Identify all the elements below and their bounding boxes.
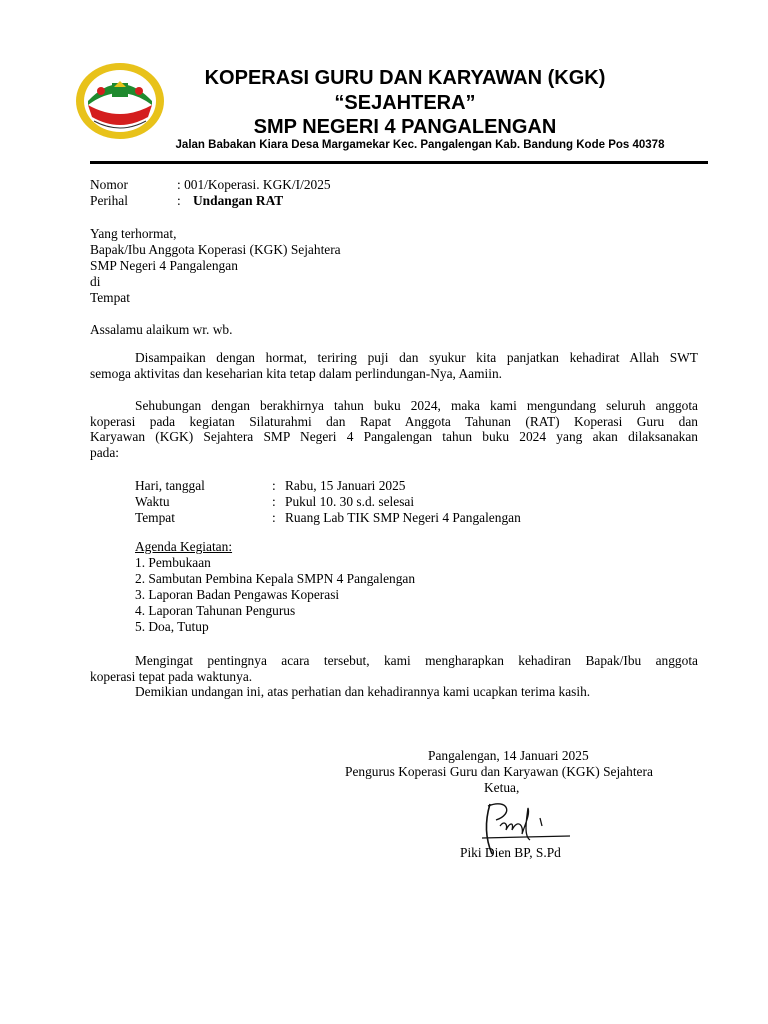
header-divider bbox=[90, 161, 708, 164]
perihal-colon: : bbox=[177, 193, 181, 208]
perihal-label: Perihal bbox=[90, 193, 128, 208]
schedule-label: Waktu bbox=[135, 494, 170, 509]
recipient-line: SMP Negeri 4 Pangalengan bbox=[90, 258, 238, 273]
perihal-value: Undangan RAT bbox=[193, 193, 284, 208]
paragraph-line: Mengingat pentingnya acara tersebut, kami mengharapkan kehadiran Bapak/Ibu anggota bbox=[135, 653, 698, 668]
recipient-line: Bapak/Ibu Anggota Koperasi (KGK) Sejahtera bbox=[90, 242, 341, 257]
header-address: Jalan Babakan Kiara Desa Margamekar Kec. Pangalengan Kab. Bandung Kode Pos 40378 bbox=[175, 139, 665, 151]
nomor-label: Nomor bbox=[90, 177, 128, 192]
schedule-colon: : bbox=[272, 510, 276, 525]
paragraph-line: semoga aktivitas dan keseharian kita tetap dalam perlindungan-Nya, Aamiin. bbox=[90, 365, 503, 381]
signature-role: Ketua, bbox=[484, 780, 520, 795]
agenda-title: Agenda Kegiatan: bbox=[135, 539, 233, 554]
agenda-item: 5. Doa, Tutup bbox=[135, 619, 209, 634]
signature-place-date: Pangalengan, 14 Januari 2025 bbox=[428, 748, 589, 763]
agenda-item: 2. Sambutan Pembina Kepala SMPN 4 Pangalengan bbox=[135, 571, 416, 586]
paragraph-invitation bbox=[90, 398, 698, 460]
header-title: KOPERASI GURU DAN KARYAWAN (KGK) bbox=[204, 67, 606, 89]
header-subtitle: “SEJAHTERA” bbox=[334, 92, 476, 114]
paragraph-attendance bbox=[90, 653, 698, 684]
paragraph-line: koperasi tepat pada waktunya. bbox=[90, 668, 253, 684]
greeting: Assalamu alaikum wr. wb. bbox=[90, 322, 233, 337]
schedule-value: Pukul 10. 30 s.d. selesai bbox=[285, 494, 415, 509]
agenda-item: 4. Laporan Tahunan Pengurus bbox=[135, 603, 296, 618]
paragraph-line: Sehubungan dengan berakhirnya tahun buku 2024, maka kami mengundang seluruh anggota bbox=[135, 398, 698, 413]
schedule-colon: : bbox=[272, 494, 276, 509]
recipient-line: Tempat bbox=[90, 290, 130, 305]
paragraph-intro bbox=[90, 350, 698, 381]
paragraph-line: koperasi pada kegiatan Silaturahmi dan Rapat Anggota Tahunan (RAT) Koperasi Guru dan bbox=[90, 413, 698, 429]
schedule-value: Rabu, 15 Januari 2025 bbox=[285, 478, 406, 493]
koperasi-logo bbox=[74, 61, 166, 141]
signature-organization: Pengurus Koperasi Guru dan Karyawan (KGK) Sejahtera bbox=[345, 764, 653, 779]
paragraph-line: Karyawan (KGK) Sejahtera SMP Negeri 4 Pangalengan tahun buku 2024 yang akan dilaksanakan bbox=[90, 429, 698, 445]
closing-sentence: Demikian undangan ini, atas perhatian dan kehadirannya kami ucapkan terima kasih. bbox=[135, 684, 591, 699]
recipient-line: Yang terhormat, bbox=[90, 226, 177, 241]
nomor-value: : 001/Koperasi. KGK/I/2025 bbox=[177, 177, 331, 192]
paragraph-line: pada: bbox=[90, 444, 119, 460]
recipient-line: di bbox=[90, 274, 101, 289]
agenda-item: 1. Pembukaan bbox=[135, 555, 211, 570]
schedule-value: Ruang Lab TIK SMP Negeri 4 Pangalengan bbox=[285, 510, 521, 525]
header-school: SMP NEGERI 4 PANGALENGAN bbox=[253, 116, 557, 138]
schedule-label: Tempat bbox=[135, 510, 175, 525]
schedule-label: Hari, tanggal bbox=[135, 478, 205, 493]
agenda-item: 3. Laporan Badan Pengawas Koperasi bbox=[135, 587, 340, 602]
schedule-colon: : bbox=[272, 478, 276, 493]
paragraph-line: Disampaikan dengan hormat, teriring puji dan syukur kita panjatkan kehadirat Allah SWT bbox=[135, 350, 698, 365]
signature-name: Piki Dien BP, S.Pd bbox=[460, 845, 561, 860]
